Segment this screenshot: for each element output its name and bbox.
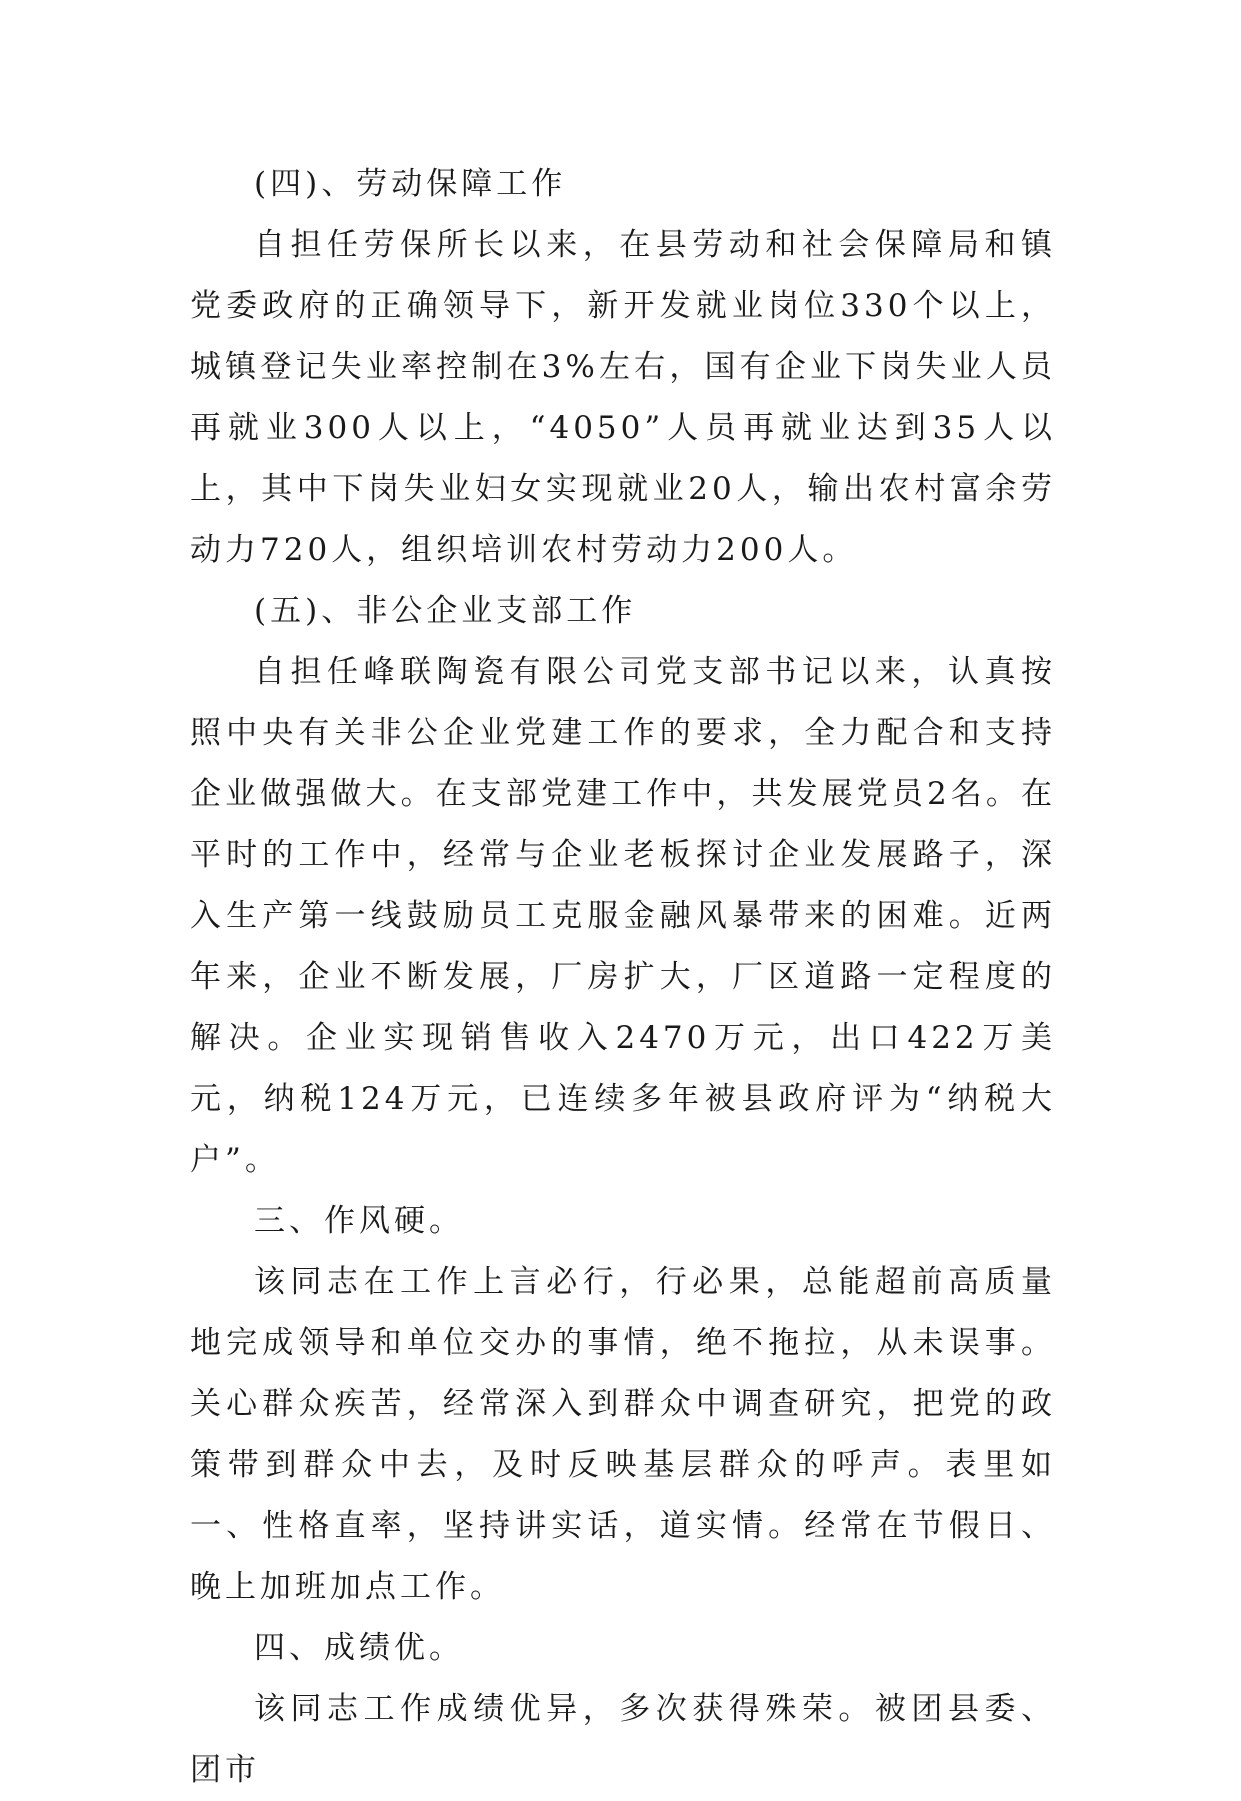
section-heading-nonpublic-branch: (五)、非公企业支部工作 [254, 593, 637, 629]
paragraph-labor-security: 自担任劳保所长以来，在县劳动和社会保障局和镇党委政府的正确领导下，新开发就业岗位330个以上，城镇登记失业率控制在3%左右，国有企业下岗失业人员再就业300人以上，“4050”人员再就业达到35人以上，其中下岗失业妇女实现就业20人，输出农村富余劳动力720人，组织培训农村劳动力200人。 [190, 227, 1056, 568]
paragraph-work-style: 该同志在工作上言必行，行必果，总能超前高质量地完成领导和单位交办的事情，绝不拖拉，从未误事。关心群众疾苦，经常深入到群众中调查研究，把党的政策带到群众中去，及时反映基层群众的呼声。表里如一、性格直率，坚持讲实话，道实情。经常在节假日、晚上加班加点工作。 [190, 1264, 1056, 1605]
section-heading-achievements: 四、成绩优。 [254, 1630, 464, 1666]
paragraph-nonpublic-branch: 自担任峰联陶瓷有限公司党支部书记以来，认真按照中央有关非公企业党建工作的要求，全力配合和支持企业做强做大。在支部党建工作中，共发展党员2名。在平时的工作中，经常与企业老板探讨企业发展路子，深入生产第一线鼓励员工克服金融风暴带来的困难。近两年来，企业不断发展，厂房扩大，厂区道路一定程度的解决。企业实现销售收入2470万元，出口422万美元，纳税124万元，已连续多年被县政府评为“纳税大户”。 [190, 654, 1056, 1178]
document-body [190, 154, 1056, 1801]
section-heading-labor-security: (四)、劳动保障工作 [254, 166, 567, 202]
section-heading-work-style: 三、作风硬。 [254, 1203, 464, 1239]
paragraph-achievements: 该同志工作成绩优异，多次获得殊荣。被团县委、团市 [190, 1691, 1056, 1788]
